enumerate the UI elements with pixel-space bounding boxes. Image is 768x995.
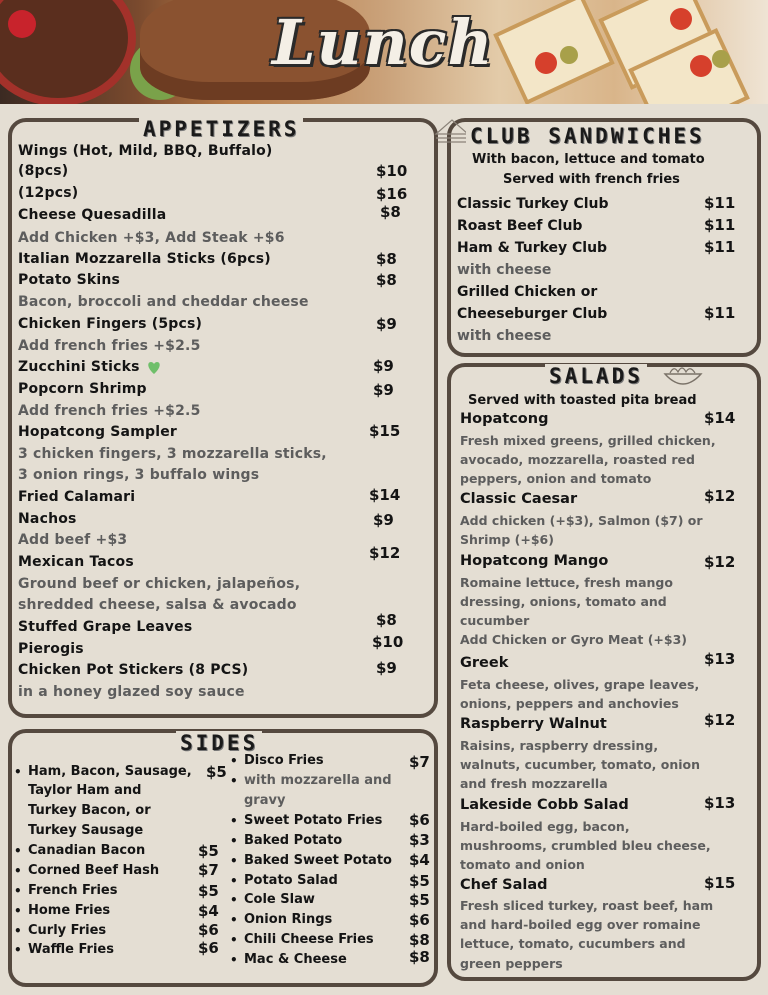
side-price: $7: [198, 861, 219, 879]
bullet-icon: •: [14, 844, 22, 858]
salads-subtitle: Served with toasted pita bread: [468, 393, 697, 408]
salad-note: peppers, onion and tomato: [460, 471, 652, 486]
salad-note: green peppers: [460, 956, 563, 971]
salad-note: Add chicken (+$3), Salmon ($7) or: [460, 513, 703, 528]
side-item: Potato Salad: [244, 873, 338, 888]
bullet-icon: •: [230, 774, 238, 788]
appetizer-price: $8: [380, 203, 401, 221]
strawberry-image: [8, 10, 36, 38]
side-price: $5: [198, 882, 219, 900]
side-price: $5: [409, 891, 430, 909]
salad-note: tomato and onion: [460, 857, 585, 872]
salad-bowl-icon: [662, 362, 704, 392]
side-price: $8: [409, 948, 430, 966]
appetizer-note: Bacon, broccoli and cheddar cheese: [18, 294, 309, 310]
salad-note: Add Chicken or Gyro Meat (+$3): [460, 632, 687, 647]
bullet-icon: •: [230, 814, 238, 828]
club-price: $11: [704, 194, 736, 212]
appetizer-note: in a honey glazed soy sauce: [18, 684, 245, 700]
side-item: Home Fries: [28, 903, 111, 918]
heart-leaf-icon: [146, 359, 162, 375]
side-item: Baked Sweet Potato: [244, 853, 392, 868]
club-price: $11: [704, 304, 736, 322]
salad-price: $13: [704, 794, 736, 812]
appetizer-item: Popcorn Shrimp: [18, 381, 147, 397]
side-item: Chili Cheese Fries: [244, 932, 374, 947]
side-price: $5: [198, 842, 219, 860]
salad-item: Lakeside Cobb Salad: [460, 797, 629, 813]
bullet-icon: •: [14, 765, 22, 779]
appetizer-item: Mexican Tacos: [18, 554, 134, 570]
side-item: Taylor Ham and: [28, 783, 142, 798]
side-item: Disco Fries: [244, 753, 324, 768]
olive-image: [712, 50, 730, 68]
appetizer-item: (12pcs): [18, 185, 79, 201]
club-subtitle: With bacon, lettuce and tomato: [472, 152, 705, 167]
salad-item: Raspberry Walnut: [460, 716, 607, 732]
page-title: Lunch: [272, 6, 494, 79]
salad-note: Shrimp (+$6): [460, 532, 554, 547]
side-item: Baked Potato: [244, 833, 343, 848]
salad-price: $12: [704, 711, 736, 729]
appetizer-note: Add Chicken +$3, Add Steak +$6: [18, 230, 285, 246]
salad-price: $12: [704, 487, 736, 505]
side-price: $5: [206, 763, 227, 781]
side-item: Curly Fries: [28, 923, 107, 938]
side-price: $7: [409, 753, 430, 771]
club-item: Ham & Turkey Club: [457, 240, 608, 256]
appetizer-item: Wings (Hot, Mild, BBQ, Buffalo): [18, 143, 273, 159]
bullet-icon: •: [230, 754, 238, 768]
salad-price: $14: [704, 409, 736, 427]
club-item: Classic Turkey Club: [457, 196, 609, 212]
appetizer-note: Add beef +$3: [18, 532, 128, 548]
club-item: Roast Beef Club: [457, 218, 583, 234]
appetizer-price: $14: [369, 486, 401, 504]
appetizers-heading: APPETIZERS: [139, 117, 303, 141]
club-price: $11: [704, 238, 736, 256]
appetizer-price: $9: [376, 659, 397, 677]
bullet-icon: •: [14, 884, 22, 898]
salad-note: avocado, mozzarella, roasted red: [460, 452, 695, 467]
appetizer-item: Pierogis: [18, 641, 84, 657]
appetizer-price: $9: [376, 315, 397, 333]
salad-note: and fresh mozzarella: [460, 776, 608, 791]
appetizer-price: $9: [373, 357, 394, 375]
side-note: gravy: [244, 793, 286, 808]
club-price: $11: [704, 216, 736, 234]
bullet-icon: •: [14, 904, 22, 918]
bullet-icon: •: [230, 834, 238, 848]
salad-price: $15: [704, 874, 736, 892]
bullet-icon: •: [230, 854, 238, 868]
appetizer-item: Potato Skins: [18, 272, 121, 288]
salads-heading: SALADS: [545, 364, 647, 388]
club-note: with cheese: [457, 328, 552, 344]
side-price: $6: [409, 811, 430, 829]
side-item: Turkey Sausage: [28, 823, 144, 838]
side-item: Turkey Bacon, or: [28, 803, 151, 818]
club-note: with cheese: [457, 262, 552, 278]
salad-note: mushrooms, crumbled bleu cheese,: [460, 838, 711, 853]
side-price: $3: [409, 831, 430, 849]
appetizer-item: Hopatcong Sampler: [18, 424, 178, 440]
appetizer-price: $9: [373, 511, 394, 529]
bullet-icon: •: [230, 953, 238, 967]
side-item: French Fries: [28, 883, 118, 898]
appetizer-item: Nachos: [18, 511, 77, 527]
appetizer-item: Italian Mozzarella Sticks (6pcs): [18, 251, 271, 267]
salad-item: Greek: [460, 655, 509, 671]
appetizer-item: Chicken Pot Stickers (8 PCS): [18, 662, 249, 678]
appetizer-price: $15: [369, 422, 401, 440]
appetizer-note: Add french fries +$2.5: [18, 403, 201, 419]
appetizer-price: $8: [376, 250, 397, 268]
side-item: Sweet Potato Fries: [244, 813, 383, 828]
salad-note: walnuts, cucumber, tomato, onion: [460, 757, 701, 772]
side-item: Mac & Cheese: [244, 952, 347, 967]
salad-note: Fresh sliced turkey, roast beef, ham: [460, 898, 714, 913]
salad-item: Chef Salad: [460, 877, 548, 893]
side-item: Canadian Bacon: [28, 843, 146, 858]
side-price: $5: [409, 872, 430, 890]
side-note: with mozzarella and: [244, 773, 392, 788]
appetizer-price: $12: [369, 544, 401, 562]
club-item: Grilled Chicken or: [457, 284, 598, 300]
appetizer-note: shredded cheese, salsa & avocado: [18, 597, 297, 613]
bullet-icon: •: [230, 874, 238, 888]
side-price: $6: [198, 939, 219, 957]
salad-item: Hopatcong Mango: [460, 553, 609, 569]
salad-price: $13: [704, 650, 736, 668]
salad-item: Classic Caesar: [460, 491, 578, 507]
appetizer-price: $10: [372, 633, 404, 651]
salad-note: Feta cheese, olives, grape leaves,: [460, 677, 700, 692]
appetizer-item: Stuffed Grape Leaves: [18, 619, 193, 635]
side-item: Cole Slaw: [244, 892, 315, 907]
salad-note: and hard-boiled egg over romaine: [460, 917, 701, 932]
bullet-icon: •: [230, 913, 238, 927]
bullet-icon: •: [14, 864, 22, 878]
side-item: Waffle Fries: [28, 942, 114, 957]
side-item: Onion Rings: [244, 912, 333, 927]
salad-note: Romaine lettuce, fresh mango: [460, 575, 673, 590]
appetizer-note: Add french fries +$2.5: [18, 338, 201, 354]
side-item: Corned Beef Hash: [28, 863, 160, 878]
appetizer-price: $8: [376, 611, 397, 629]
appetizer-price: $8: [376, 271, 397, 289]
salad-note: Hard-boiled egg, bacon,: [460, 819, 630, 834]
salad-note: Raisins, raspberry dressing,: [460, 738, 659, 753]
appetizer-item: Chicken Fingers (5pcs): [18, 316, 203, 332]
salad-note: cucumber: [460, 613, 530, 628]
sides-heading: SIDES: [176, 731, 262, 755]
salad-note: Fresh mixed greens, grilled chicken,: [460, 433, 716, 448]
sandwich-wedge-image: [493, 0, 615, 104]
bullet-icon: •: [230, 893, 238, 907]
olive-image: [560, 46, 578, 64]
salad-note: lettuce, tomato, cucumbers and: [460, 936, 686, 951]
tomato-image: [670, 8, 692, 30]
side-price: $4: [198, 902, 219, 920]
salad-price: $12: [704, 553, 736, 571]
salad-note: dressing, onions, tomato and: [460, 594, 667, 609]
club-sandwiches-heading: CLUB SANDWICHES: [466, 124, 709, 148]
club-item: Cheeseburger Club: [457, 306, 608, 322]
appetizer-note: Ground beef or chicken, jalapeños,: [18, 576, 301, 592]
bullet-icon: •: [14, 943, 22, 957]
appetizer-item: Zucchini Sticks: [18, 359, 162, 375]
side-item: Ham, Bacon, Sausage,: [28, 764, 192, 779]
tomato-image: [535, 52, 557, 74]
salad-note: onions, peppers and anchovies: [460, 696, 679, 711]
bullet-icon: •: [14, 924, 22, 938]
appetizer-price: $9: [373, 381, 394, 399]
appetizer-note: 3 onion rings, 3 buffalo wings: [18, 467, 260, 483]
bullet-icon: •: [230, 933, 238, 947]
appetizer-price: $10: [376, 162, 408, 180]
appetizer-price: $16: [376, 185, 408, 203]
appetizer-item: Fried Calamari: [18, 489, 136, 505]
tomato-image: [690, 55, 712, 77]
side-price: $4: [409, 851, 430, 869]
salad-item: Hopatcong: [460, 411, 549, 427]
appetizer-item: Cheese Quesadilla: [18, 207, 167, 223]
side-price: $6: [409, 911, 430, 929]
appetizer-note: 3 chicken fingers, 3 mozzarella sticks,: [18, 446, 327, 462]
appetizer-item: (8pcs): [18, 163, 69, 179]
side-price: $6: [198, 921, 219, 939]
side-price: $8: [409, 931, 430, 949]
club-subtitle-2: Served with french fries: [503, 172, 680, 187]
